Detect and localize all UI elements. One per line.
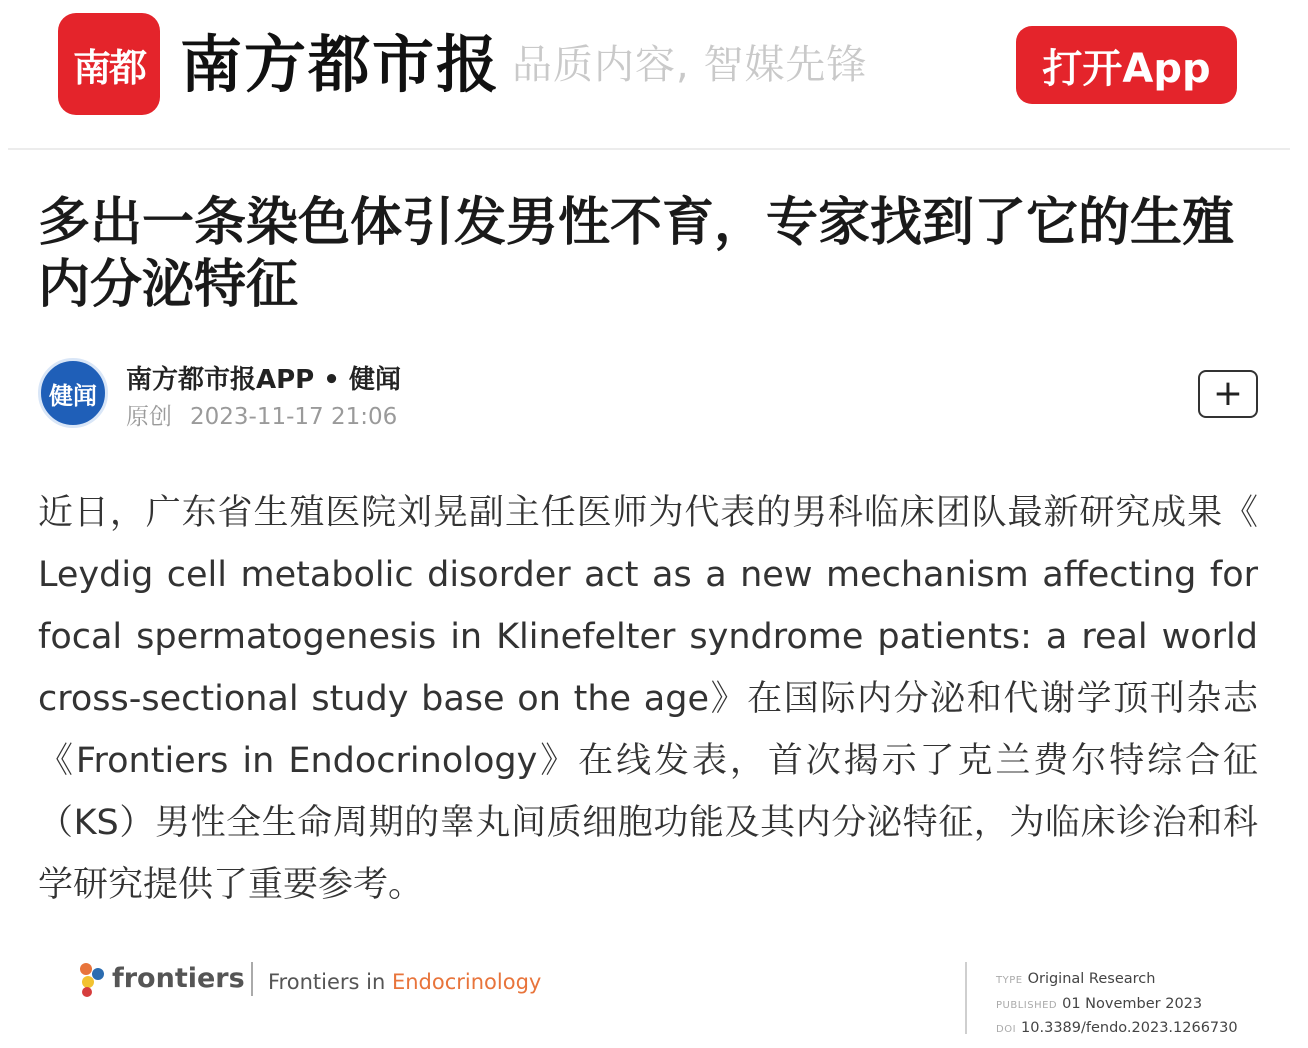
author-avatar[interactable] (38, 358, 108, 428)
app-header (0, 0, 1308, 150)
logo-separator (251, 962, 253, 996)
original-label: 原创 (126, 404, 172, 430)
avatar-text: 健闻 (49, 381, 97, 410)
frontiers-wordmark: frontiers (112, 963, 245, 994)
author-meta (126, 402, 397, 432)
journal-header-image (38, 950, 1268, 1040)
meta-type: TYPE Original Research (996, 971, 1156, 987)
author-row (38, 356, 1268, 436)
brand-name: 南方都市报 (180, 28, 501, 101)
header-divider (8, 148, 1290, 150)
journal-prefix: Frontiers in (268, 970, 386, 994)
meta-published: PUBLISHED 01 November 2023 (996, 995, 1203, 1012)
open-app-button[interactable]: 打开App (1016, 26, 1237, 104)
journal-title: Endocrinology (391, 970, 542, 994)
brand-slogan: 品质内容, 智媒先锋 (512, 42, 868, 88)
frontiers-logo-icon (78, 962, 106, 998)
article-paragraph: 近日，广东省生殖医院刘晃副主任医师为代表的男科临床团队最新研究成果《 Leydig cell metabolic disorder act as a new mechanism affecting for focal spermatogenesis in Klinefelter syndrome patients: a real world cross-sectional study base on the age》在国际内分泌和代谢学顶刊杂志《Frontiers in Endocrinology》在线发表，首次揭示了克兰费尔特综合征（KS）男性全生命周期的睾丸间质细胞功能及其内分泌特征，为临床诊治和科学研究提供了重要参考。 (38, 493, 1258, 905)
follow-button[interactable] (1198, 370, 1258, 418)
meta-separator (965, 962, 967, 1034)
author-name[interactable]: 南方都市报APP • 健闻 (126, 365, 401, 395)
meta-doi: DOI 10.3389/fendo.2023.1266730 (996, 1020, 1238, 1036)
article-title: 多出一条染色体引发男性不育，专家找到了它的生殖内分泌特征 (38, 193, 1235, 315)
logo-text: 南都 (72, 44, 145, 90)
publish-date: 2023-11-17 21:06 (190, 404, 398, 430)
plus-icon: + (1212, 373, 1244, 414)
nandu-logo[interactable] (58, 13, 160, 115)
paper-meta (996, 968, 1238, 1042)
journal-name (268, 968, 541, 996)
